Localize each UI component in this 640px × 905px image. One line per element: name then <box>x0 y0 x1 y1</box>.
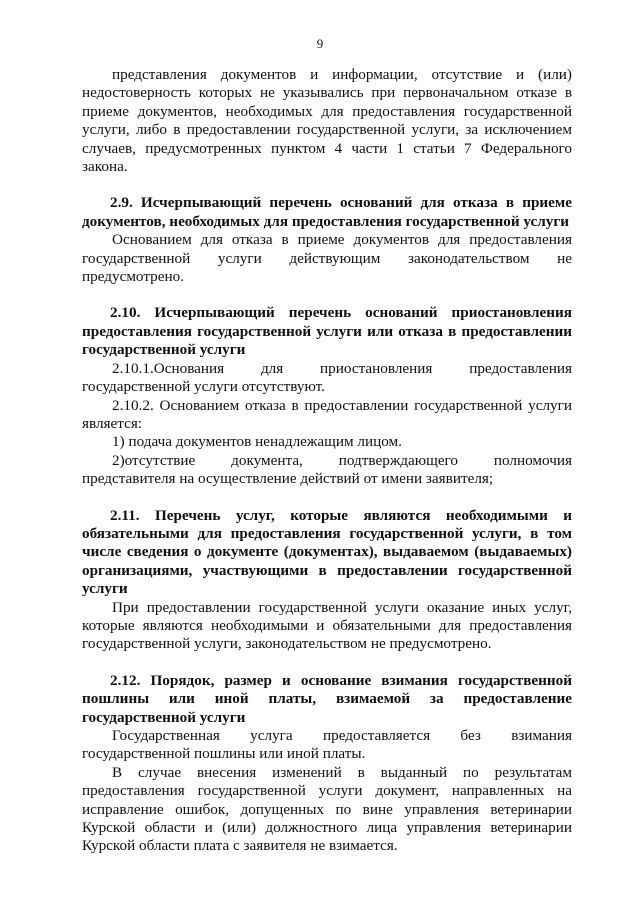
section-2-10-paragraph: 2)отсутствие документа, подтверждающего полномочия представителя на осуществление действий от имени заявителя; <box>82 451 572 488</box>
section-2-12-paragraph: Государственная услуга предоставляется без взимания государственной пошлины или иной платы. <box>82 727 572 763</box>
section-2-9-heading: 2.9. Исчерпывающий перечень оснований для отказа в приеме документов, необходимых для предоставления государственной услуги <box>82 194 572 230</box>
document-body <box>82 66 572 856</box>
section-2-11-text: При предоставлении государственной услуги оказание иных услуг, которые являются необходимыми и обязательными для предоставления государственной услуги, законодательством не предусмотрено. <box>82 598 572 653</box>
section-2-9-text: Основанием для отказа в приеме документов для предоставления государственной услуги действующим законодательством не предусмотрено. <box>82 231 572 286</box>
section-2-10-paragraph: 2.10.1.Основания для приостановления предоставления государственной услуги отсутствуют. <box>82 359 572 396</box>
page-number: 9 <box>316 36 324 51</box>
section-2-12-heading: 2.12. Порядок, размер и основание взимания государственной пошлины или иной платы, взимаемой за предоставление государственной услуги <box>82 671 572 726</box>
intro-paragraph: представления документов и информации, отсутствие и (или) недостоверность которых не указывались при первоначальном отказе в приеме документов, необходимых для предоставления государственной услуги, либо в предоставлении государственной услуги, за исключением случаев, предусмотренных пунктом 4 части 1 статьи 7 Федерального закона. <box>82 66 572 176</box>
section-2-10-paragraph: 1) подача документов ненадлежащим лицом. <box>112 433 402 451</box>
section-2-10-heading: 2.10. Исчерпывающий перечень оснований приостановления предоставления государственной услуги или отказа в предоставлении государственной услуги <box>82 304 572 359</box>
section-2-10-paragraph: 2.10.2. Основанием отказа в предоставлении государственной услуги является: <box>82 396 572 432</box>
section-2-11-heading: 2.11. Перечень услуг, которые являются необходимыми и обязательными для предоставления государственной услуги, в том числе сведения о документе (документах), выдаваемом (выдаваемых) организациями, участвующими в предоставлении государственной услуги <box>82 506 572 598</box>
section-2-12-paragraph: В случае внесения изменений в выданный по результатам предоставления государственной услуги документ, направленных на исправление ошибок, допущенных по вине управления ветеринарии Курской области и (или) должностного лица управления ветеринарии Курской области плата с заявителя не взимается. <box>82 763 572 855</box>
